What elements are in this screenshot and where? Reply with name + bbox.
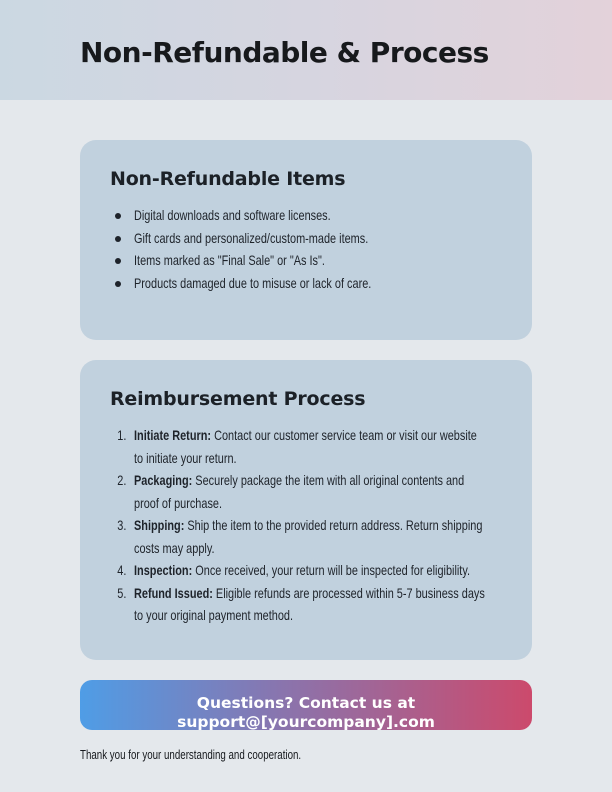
bullet-icon	[115, 236, 121, 242]
bullet-icon	[115, 258, 121, 264]
step-number: 1.	[117, 427, 127, 443]
page-title: Non-Refundable & Process	[80, 36, 489, 69]
step-item: 4. Inspection: Once received, your return will be inspected for eligibility.	[110, 559, 502, 582]
reimbursement-card	[80, 360, 532, 660]
step-item: 3. Shipping: Ship the item to the provided return address. Return shipping costs may apply.	[110, 514, 502, 559]
step-number: 2.	[117, 472, 127, 488]
step-number: 3.	[117, 517, 127, 533]
step-label: Packaging:	[134, 472, 193, 488]
non-refundable-list	[110, 204, 502, 294]
contact-email-link[interactable]: support@[yourcompany].com	[177, 713, 435, 730]
list-item: Products damaged due to misuse or lack of care.	[110, 272, 502, 295]
header-banner	[0, 0, 612, 100]
step-item: 1. Initiate Return: Contact our customer service team or visit our website to initiate your return.	[110, 424, 502, 469]
footer-note: Thank you for your understanding and cooperation.	[80, 748, 302, 762]
non-refundable-card	[80, 140, 532, 340]
step-label: Initiate Return:	[134, 427, 212, 443]
contact-text: Questions? Contact us at	[196, 694, 416, 712]
bullet-icon	[115, 213, 121, 219]
list-item: Items marked as "Final Sale" or "As Is".	[110, 249, 502, 272]
process-steps	[110, 424, 502, 627]
step-label: Inspection:	[134, 562, 193, 578]
step-number: 4.	[117, 562, 127, 578]
step-item: 2. Packaging: Securely package the item with all original contents and proof of purchase.	[110, 469, 502, 514]
list-item: Gift cards and personalized/custom-made items.	[110, 227, 502, 250]
section-heading: Reimbursement Process	[110, 388, 366, 410]
list-item: Digital downloads and software licenses.	[110, 204, 502, 227]
contact-banner	[80, 680, 532, 730]
section-heading: Non-Refundable Items	[110, 168, 346, 190]
step-label: Shipping:	[134, 517, 185, 533]
step-item: 5. Refund Issued: Eligible refunds are processed within 5-7 business days to your original payment method.	[110, 582, 502, 627]
step-label: Refund Issued:	[134, 584, 213, 601]
step-number: 5.	[117, 584, 127, 601]
bullet-icon	[115, 281, 121, 287]
